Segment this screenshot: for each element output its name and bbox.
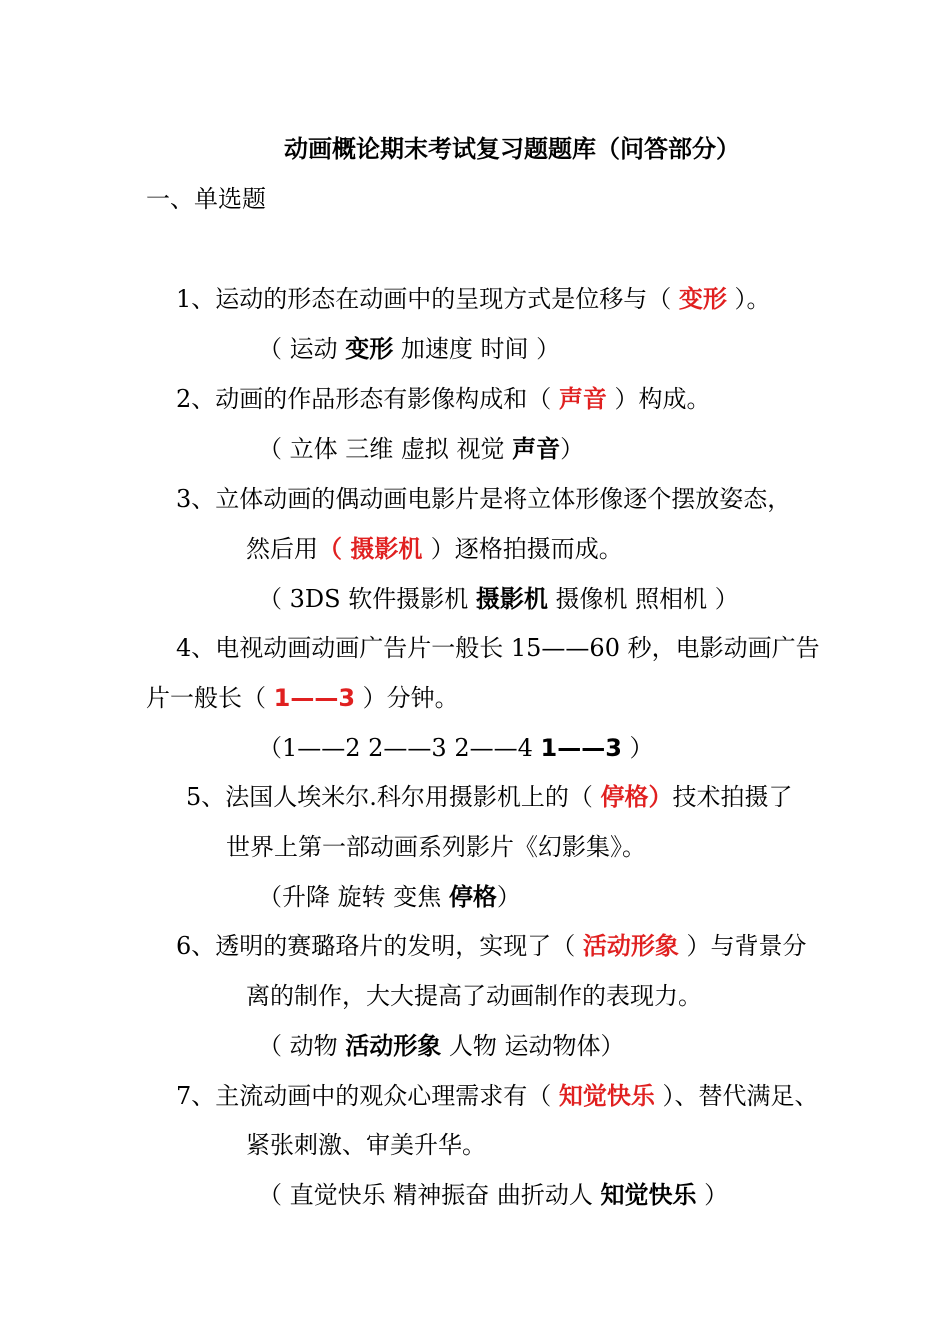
question-7: 7、主流动画中的观众心理需求有（ 知觉快乐 ）、替代满足、 <box>176 1082 819 1110</box>
question-3-cont: 然后用（ 摄影机 ）逐格拍摄而成。 <box>246 535 623 563</box>
answer-1: 变形 <box>678 285 727 313</box>
question-4: 4、电视动画动画广告片一般长 15——60 秒，电影动画广告 <box>176 634 820 662</box>
options-2: （ 立体 三维 虚拟 视觉 声音） <box>258 435 585 463</box>
answer-5: 停格） <box>600 783 673 811</box>
page-title: 动画概论期末考试复习题题库（问答部分） <box>284 135 740 163</box>
answer-6: 活动形象 <box>582 932 679 960</box>
answer-7: 知觉快乐 <box>558 1082 655 1110</box>
answer-2: 声音 <box>558 385 607 413</box>
question-3: 3、立体动画的偶动画电影片是将立体形像逐个摆放姿态， <box>176 485 792 513</box>
question-2: 2、动画的作品形态有影像构成和（ 声音 ）构成。 <box>176 385 711 413</box>
answer-4: 1——3 <box>273 684 356 712</box>
question-1: 1、运动的形态在动画中的呈现方式是位移与（ 变形 ）。 <box>176 285 771 313</box>
question-5-cont: 世界上第一部动画系列影片《幻影集》。 <box>226 833 646 861</box>
question-6: 6、透明的赛璐珞片的发明，实现了（ 活动形象 ）与背景分 <box>176 932 807 960</box>
options-4: （1——2 2——3 2——4 1——3 ） <box>258 734 654 762</box>
options-5: （升降 旋转 变焦 停格） <box>258 883 521 911</box>
question-5: 5、法国人埃米尔.科尔用摄影机上的（ 停格）技术拍摄了 <box>186 783 793 811</box>
options-3: （ 3DS 软件摄影机 摄影机 摄像机 照相机 ） <box>258 585 739 613</box>
question-6-cont: 离的制作，大大提高了动画制作的表现力。 <box>246 982 702 1010</box>
answer-3: （ 摄影机 <box>318 535 431 563</box>
question-7-cont: 紧张刺激、审美升华。 <box>246 1131 486 1159</box>
options-1: （ 运动 变形 加速度 时间 ） <box>258 335 561 363</box>
options-6: （ 动物 活动形象 人物 运动物体） <box>258 1032 625 1060</box>
section-heading: 一、单选题 <box>146 185 266 213</box>
question-4-cont: 片一般长（ 1——3 ）分钟。 <box>146 684 459 712</box>
options-7: （ 直觉快乐 精神振奋 曲折动人 知觉快乐 ） <box>258 1181 729 1209</box>
